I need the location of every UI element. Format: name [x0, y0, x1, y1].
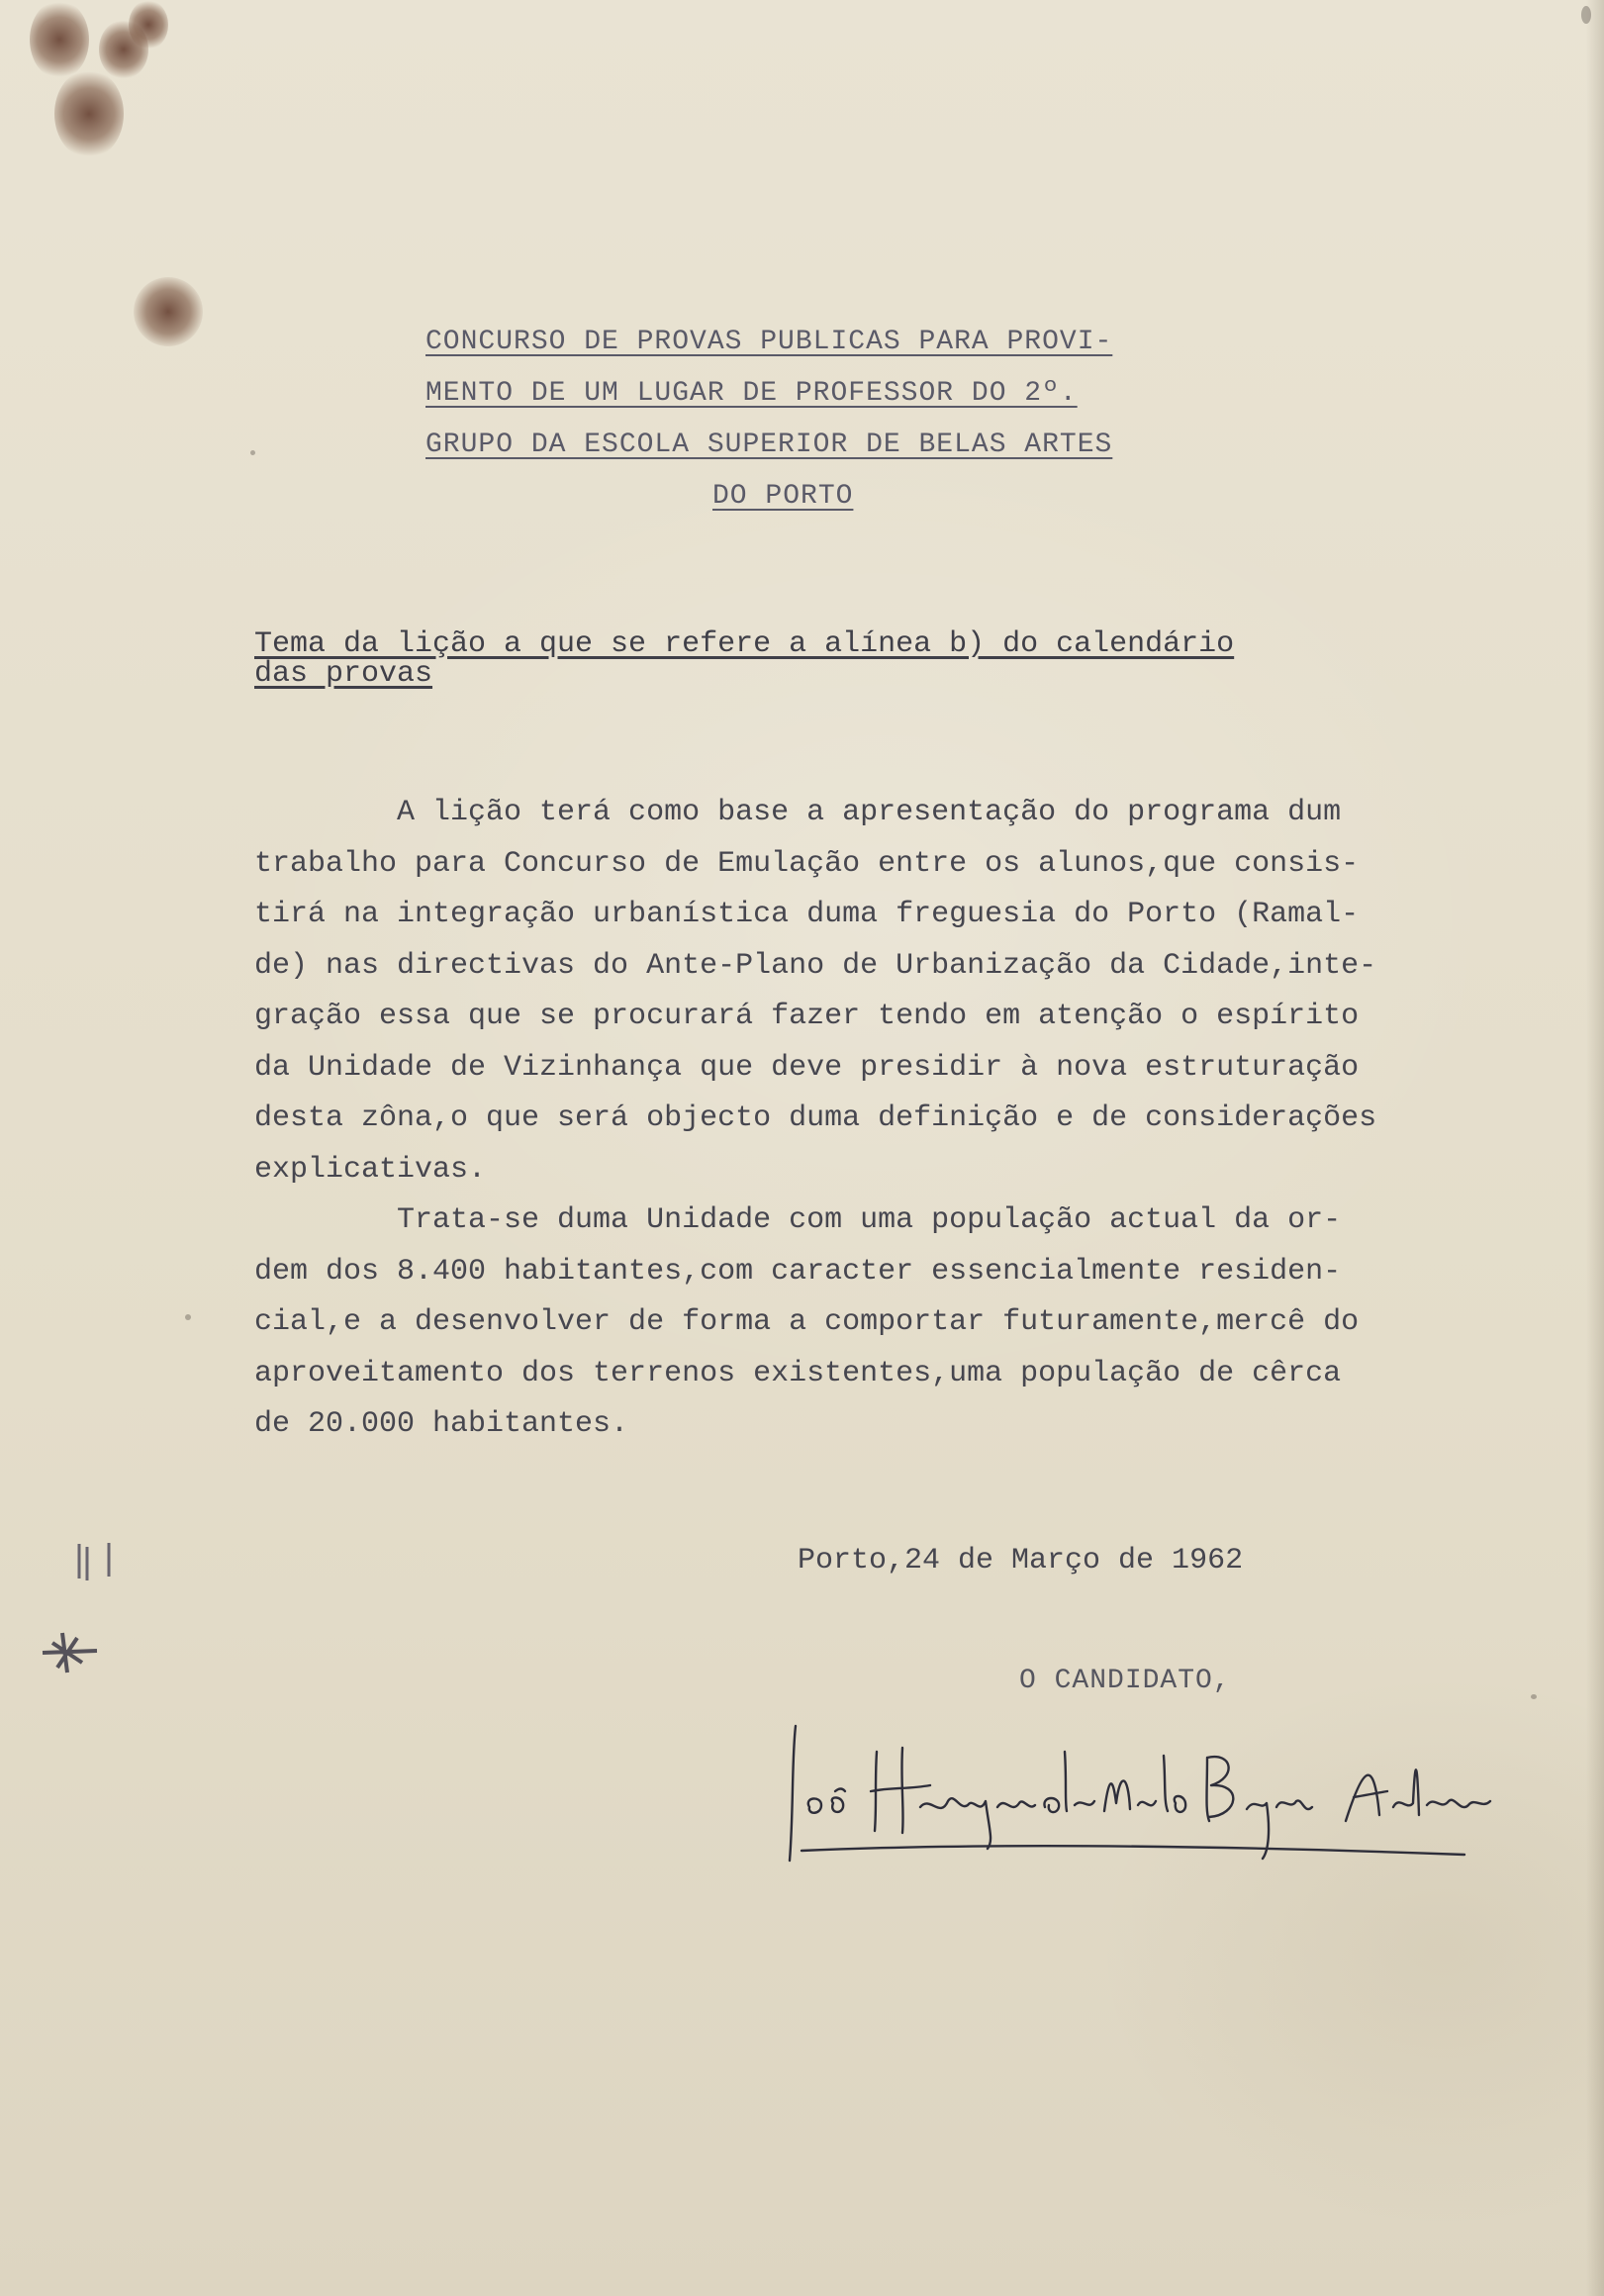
body-line: A lição terá como base a apresentação do programa dum [254, 796, 1342, 829]
page-edge-shadow [1586, 0, 1604, 2296]
body-line: tirá na integração urbanística duma freguesia do Porto (Ramal- [254, 898, 1360, 931]
ink-spot [250, 450, 255, 455]
body-line: cial,e a desenvolver de forma a comportar futuramente,mercê do [254, 1305, 1360, 1339]
body-line: trabalho para Concurso de Emulação entre os alunos,que consis- [254, 846, 1360, 881]
body-line: da Unidade de Vizinhança que deve presidir à nova estruturação [254, 1050, 1360, 1085]
heading-line: CONCURSO DE PROVAS PUBLICAS PARA PROVI- [425, 327, 1113, 357]
heading-line: GRUPO DA ESCOLA SUPERIOR DE BELAS ARTES [425, 430, 1113, 460]
stain-mark [54, 69, 124, 158]
body-line: aproveitamento dos terrenos existentes,uma população de cêrca [254, 1356, 1342, 1390]
body-line: gração essa que se procurará fazer tendo em atenção o espírito [254, 1000, 1360, 1033]
body-paragraphs [254, 788, 1541, 1451]
lesson-subject [254, 629, 1392, 689]
heading-line: DO PORTO [712, 481, 854, 512]
candidate-label: O CANDIDATO, [1019, 1666, 1231, 1696]
margin-scribble [38, 1623, 107, 1682]
date-line: Porto,24 de Março de 1962 [798, 1544, 1244, 1578]
document-heading [425, 317, 1237, 523]
ink-spot [1531, 1694, 1537, 1699]
heading-line: MENTO DE UM LUGAR DE PROFESSOR DO 2º. [425, 378, 1078, 409]
stain-mark [134, 277, 203, 346]
margin-marks [69, 1539, 129, 1588]
body-line: de) nas directivas do Ante-Plano de Urbanização da Cidade,inte- [254, 948, 1377, 983]
body-line: de 20.000 habitantes. [254, 1407, 629, 1441]
stain-mark [30, 0, 89, 79]
subject-line: Tema da lição a que se refere a alínea b) do calendário [254, 627, 1235, 661]
body-line: explicativas. [254, 1152, 487, 1187]
stain-mark [129, 0, 168, 49]
ink-spot [185, 1314, 191, 1320]
ink-spot [1581, 6, 1591, 24]
handwritten-signature [782, 1712, 1504, 1870]
body-line: dem dos 8.400 habitantes,com caracter essencialmente residen- [254, 1254, 1342, 1289]
subject-line: das provas [254, 657, 433, 691]
body-line: Trata-se duma Unidade com uma população actual da or- [254, 1203, 1342, 1237]
body-line: desta zôna,o que será objecto duma definição e de considerações [254, 1101, 1377, 1135]
